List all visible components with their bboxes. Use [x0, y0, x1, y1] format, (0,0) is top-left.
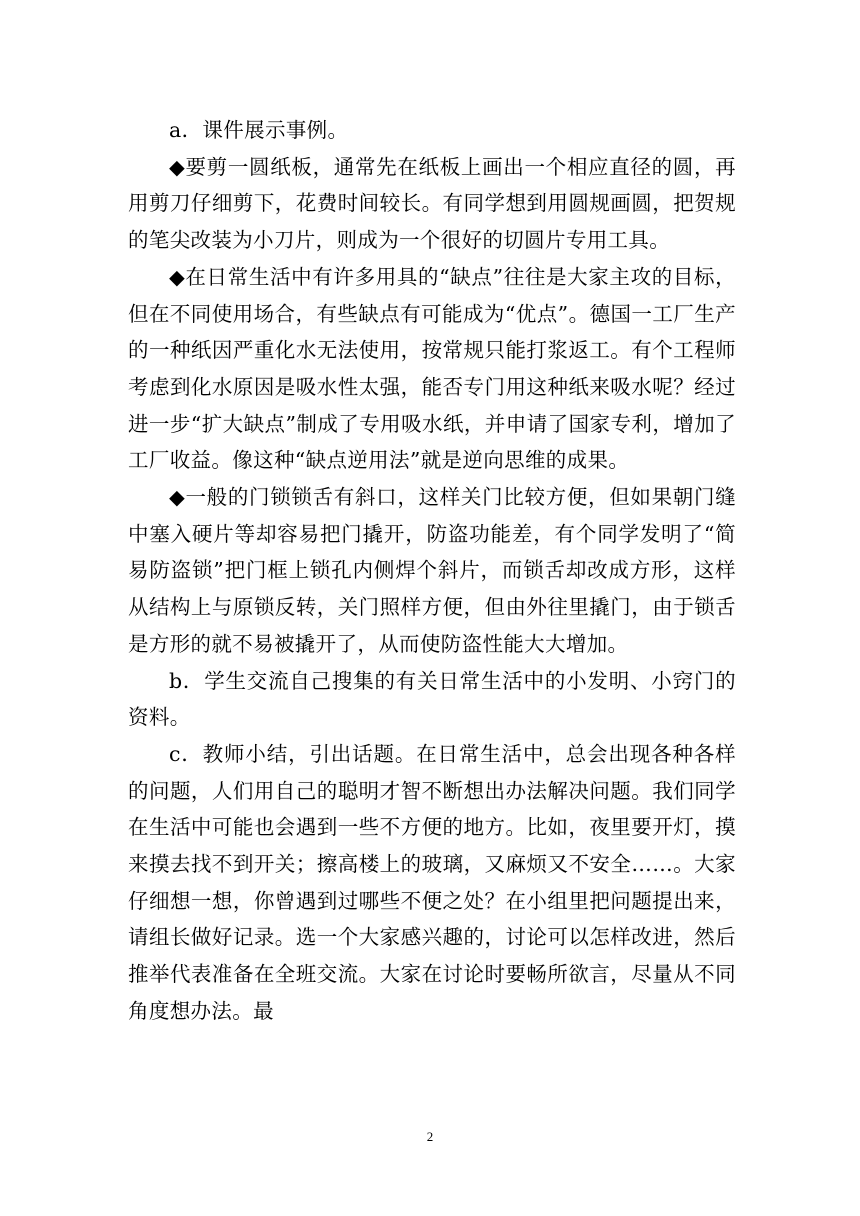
body-text	[128, 112, 736, 1030]
paragraph-example-circle-cutter: ◆要剪一圆纸板，通常先在纸板上画出一个相应直径的圆，再用剪刀仔细剪下，花费时间较长。有同学想到用圆规画圆，把贺规的笔尖改装为小刀片，则成为一个很好的切圆片专用工具。	[128, 154, 736, 253]
paragraph-example-absorbent-paper: ◆在日常生活中有许多用具的“缺点”往往是大家主攻的目标，但在不同使用场合，有些缺点有可能成为“优点”。德国一工厂生产的一种纸因严重化水无法使用，按常规只能打浆返工。有个工程师考虑到化水原因是吸水性太强，能否专门用这种纸来吸水呢？经过进一步“扩大缺点”制成了专用吸水纸，并申请了国家专利，增加了工厂收益。像这种“缺点逆用法”就是逆向思维的成果。	[128, 264, 736, 473]
paragraph-a-intro: a．课件展示事例。	[169, 118, 349, 142]
paragraph-b-exchange: b．学生交流自己搜集的有关日常生活中的小发明、小窍门的资料。	[128, 668, 736, 730]
paragraph-c-summary: c．教师小结，引出话题。在日常生活中，总会出现各种各样的问题，人们用自己的聪明才智不断想出办法解决问题。我们同学在生活中可能也会遇到一些不方便的地方。比如，夜里要开灯，摸来摸去找不到开关；擦高楼上的玻璃，又麻烦又不安全……。大家仔细想一想，你曾遇到过哪些不便之处？在小组里把问题提出来，请组长做好记录。选一个大家感兴趣的，讨论可以怎样改进，然后推举代表准备在全班交流。大家在讨论时要畅所欲言，尽量从不同角度想办法。最	[128, 741, 736, 1023]
paragraph-example-door-lock: ◆一般的门锁锁舌有斜口，这样关门比较方便，但如果朝门缝中塞入硬片等却容易把门撬开，防盗功能差，有个同学发明了“简易防盗锁”把门框上锁孔内侧焊个斜片，而锁舌却改成方形，这样从结构上与原锁反转，关门照样方便，但由外往里撬门，由于锁舌是方形的就不易被撬开了，从而使防盗性能大大增加。	[128, 485, 736, 656]
page-number: 2	[426, 1129, 434, 1144]
